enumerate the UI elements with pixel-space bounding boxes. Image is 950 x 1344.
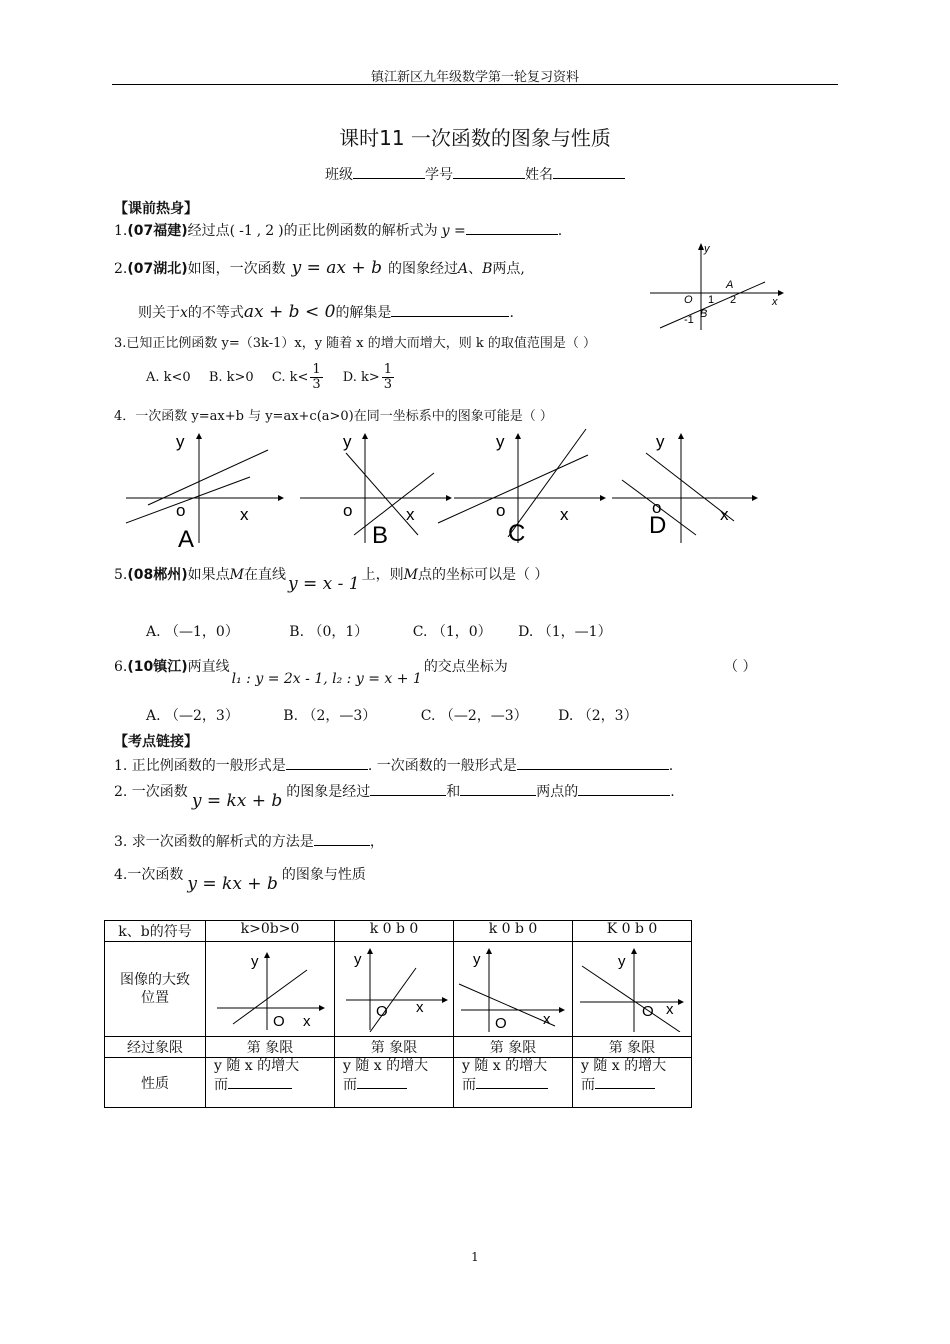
table-head-properties: 性质	[105, 1058, 206, 1108]
properties-table	[104, 920, 692, 1108]
svg-text:x: x	[543, 1011, 551, 1028]
key-point-3: 3. 求一次函数的解析式的方法是 ，	[114, 831, 384, 851]
table-prop-3: y 随 x 的增大 而	[454, 1058, 573, 1108]
q2-point-a: A	[457, 261, 469, 277]
q4-graphs	[118, 425, 768, 550]
q4-d-label: D	[649, 512, 667, 539]
section-warmup-heading: 【课前热身】	[114, 201, 198, 217]
q2-x: x	[180, 305, 188, 321]
q1-number: 1.	[114, 223, 128, 239]
q3-option-a: A. k<0	[146, 370, 191, 385]
question-3: 3.已知正比例函数 y=（3k-1）x，y 随着 x 的增大而增大，则 k 的取值范围是（ ）	[114, 336, 597, 351]
q2-text-6: 的解集是	[335, 305, 392, 321]
q3-option-d: D. k>	[342, 370, 380, 385]
question-4: 4．一次函数 y=ax+b 与 y=ax+c(a>0)在同一坐标系中的图象可能是（ ）	[114, 409, 553, 424]
q2-sep: 、	[468, 261, 483, 277]
q2-end: .	[509, 305, 514, 321]
q1-answer-blank	[466, 220, 558, 235]
svg-text:x: x	[720, 505, 729, 524]
q5-option-d: D. （1，—1）	[518, 624, 612, 640]
key-point-2: 2. 一次函数 y = kx + b 的图象是经过 和 两点的 .	[114, 781, 675, 801]
table-graph-4	[573, 942, 692, 1037]
key-point-1: 1. 正比例函数的一般形式是 . 一次函数的一般形式是 .	[114, 755, 673, 775]
q2-inequality: ax + b < 0	[243, 302, 336, 322]
q3-fraction-d: $\frac{1}{3}$	[383, 362, 393, 392]
q5-option-a: A. （—1，0）	[146, 624, 239, 640]
question-2-line-2	[138, 302, 514, 322]
table-graph-3	[454, 942, 573, 1037]
svg-text:o: o	[343, 501, 353, 520]
q1-y: y	[441, 223, 450, 239]
q2-x-arrow	[778, 290, 784, 296]
q4-graph-b	[300, 432, 452, 549]
question-3-options	[146, 358, 396, 398]
table-prop-1: y 随 x 的增大 而	[206, 1058, 335, 1108]
section-key-points-heading: 【考点链接】	[114, 734, 198, 750]
table-graph-1	[206, 942, 335, 1037]
table-quad-1: 第 象限	[206, 1037, 335, 1058]
question-6-options	[146, 705, 638, 725]
svg-text:y: y	[473, 951, 481, 968]
q6-formula: l₁ : y = 2x - 1, l₂ : y = x + 1	[231, 671, 422, 687]
svg-text:x: x	[240, 505, 249, 524]
name-label: 姓名	[525, 167, 553, 183]
k4-formula: y = kx + b	[187, 874, 278, 894]
q1-source: (07福建)	[127, 223, 188, 239]
q6-option-c: C. （—2，—3）	[420, 708, 528, 724]
q2-fig-y: y	[704, 243, 710, 255]
q2-text-1: 如图，一次函数	[187, 261, 286, 277]
header-rule	[112, 84, 838, 85]
q4-graph-d	[612, 432, 758, 543]
q1-point-x: -1	[239, 223, 253, 239]
k1-blank-2	[517, 755, 669, 770]
q2-formula: y = ax + b	[291, 258, 382, 278]
svg-text:y: y	[496, 432, 505, 451]
class-label: 班级	[325, 167, 353, 183]
table-head-graph: 图像的大致位置	[105, 942, 206, 1037]
svg-text:y: y	[656, 432, 665, 451]
key-point-4: 4.一次函数 y = kx + b 的图象与性质	[114, 867, 366, 894]
table-col-3: k 0 b 0	[454, 921, 573, 942]
q2-text-2: 的图象经过	[387, 261, 458, 277]
table-col-2: k 0 b 0	[335, 921, 454, 942]
running-header: 镇江新区九年级数学第一轮复习资料	[370, 70, 579, 85]
svg-text:o: o	[176, 501, 186, 520]
svg-text:O: O	[376, 1003, 388, 1020]
table-col-4: K 0 b 0	[573, 921, 692, 942]
student-info-line	[0, 164, 950, 184]
k2-blank-2	[460, 781, 536, 796]
q2-fig-a: A	[726, 279, 734, 291]
q4-graph-a	[126, 432, 284, 550]
q2-source: (07湖北)	[127, 261, 188, 277]
svg-text:x: x	[303, 1013, 311, 1030]
q2-fig-one: 1	[708, 294, 715, 306]
number-label: 学号	[425, 167, 453, 183]
q2-point-b: B	[482, 261, 493, 277]
q5-formula: y = x - 1	[287, 574, 360, 594]
table-head-signs: k、b的符号	[105, 921, 206, 942]
q4-a-label: A	[178, 526, 195, 550]
q2-number: 2.	[114, 261, 128, 277]
q3-option-b: B. k>0	[208, 370, 254, 385]
svg-text:y: y	[618, 953, 626, 970]
q2-fig-neg1: -1	[684, 314, 694, 326]
q6-answer-paren: （ ）	[724, 659, 757, 675]
q6-source: (10镇江)	[127, 659, 188, 675]
q1-end: .	[557, 223, 563, 239]
svg-text:O: O	[495, 1015, 507, 1032]
question-5-options	[146, 621, 612, 641]
table-col-1: k>0b>0	[206, 921, 335, 942]
table-row-properties	[105, 1058, 692, 1108]
k3-blank	[314, 831, 370, 846]
q2-figure	[640, 240, 785, 335]
q4-c-label: C	[508, 520, 526, 547]
table-row-signs	[105, 921, 692, 942]
q5-option-c: C. （1，0）	[412, 624, 492, 640]
question-6: 6.(10镇江)两直线l₁ : y = 2x - 1, l₂ : y = x + 1的交点坐标为	[114, 659, 508, 687]
q1-text-1: 经过点(	[187, 223, 236, 239]
q2-text-3: 两点,	[492, 261, 525, 277]
q6-option-b: B. （2，—3）	[283, 708, 377, 724]
q2-fig-x: x	[772, 296, 778, 308]
q2-fig-two: 2	[730, 294, 737, 306]
q2-answer-blank	[391, 302, 509, 317]
svg-text:o: o	[496, 501, 506, 520]
table-quad-2: 第 象限	[335, 1037, 454, 1058]
q2-fig-b: B	[700, 308, 708, 320]
svg-text:x: x	[560, 505, 569, 524]
q5-option-b: B. （0，1）	[289, 624, 369, 640]
svg-text:x: x	[416, 999, 424, 1016]
table-graph-2	[335, 942, 454, 1037]
svg-text:x: x	[666, 1001, 674, 1018]
k2-blank-3	[578, 781, 670, 796]
q6-option-a: A. （—2，3）	[146, 708, 239, 724]
q6-option-d: D. （2，3）	[558, 708, 638, 724]
table-row-graphs	[105, 942, 692, 1037]
table-prop-4: y 随 x 的增大 而	[573, 1058, 692, 1108]
q1-comma: ,	[256, 223, 262, 239]
q1-eq: =	[449, 223, 466, 239]
q2-fig-origin: O	[684, 294, 693, 306]
question-5: 5.(08郴州)如果点M在直线 y = x - 1 上，则M点的坐标可以是（ ）	[114, 567, 549, 594]
table-head-quadrants: 经过象限	[105, 1037, 206, 1058]
page-number: 1	[471, 1250, 479, 1264]
page-title: 课时11 一次函数的图象与性质	[339, 126, 611, 150]
number-blank	[453, 164, 525, 179]
q3-option-c: C. k<	[271, 370, 309, 385]
svg-text:O: O	[273, 1013, 285, 1030]
question-1	[114, 220, 562, 240]
name-blank	[553, 164, 625, 179]
k2-formula: y = kx + b	[191, 791, 283, 811]
q4-a-line-2	[126, 477, 250, 523]
svg-text:y: y	[343, 432, 352, 451]
q5-source: (08郴州)	[127, 567, 188, 583]
table-quad-4: 第 象限	[573, 1037, 692, 1058]
q4-graph-c	[438, 429, 606, 547]
k1-blank-1	[286, 755, 368, 770]
svg-text:O: O	[642, 1003, 654, 1020]
q3-fraction-c: $\frac{1}{3}$	[312, 362, 321, 392]
q4-b-line-2	[354, 473, 434, 535]
q2-text-4: 则关于	[138, 305, 180, 321]
svg-text:y: y	[251, 953, 259, 970]
svg-text:y: y	[176, 432, 185, 451]
class-blank	[353, 164, 425, 179]
k2-blank-1	[370, 781, 446, 796]
table-quad-3: 第 象限	[454, 1037, 573, 1058]
svg-text:o: o	[652, 498, 662, 517]
q4-b-label: B	[372, 522, 389, 549]
q1-text-2: )的正比例函数的解析式为	[278, 223, 438, 239]
table-prop-2: y 随 x 的增大 而	[335, 1058, 454, 1108]
question-2	[114, 258, 525, 278]
table-row-quadrants	[105, 1037, 692, 1058]
q1-point-y: 2	[265, 223, 275, 239]
svg-text:y: y	[354, 951, 362, 968]
svg-text:x: x	[406, 505, 415, 524]
q2-text-5: 的不等式	[187, 305, 244, 321]
